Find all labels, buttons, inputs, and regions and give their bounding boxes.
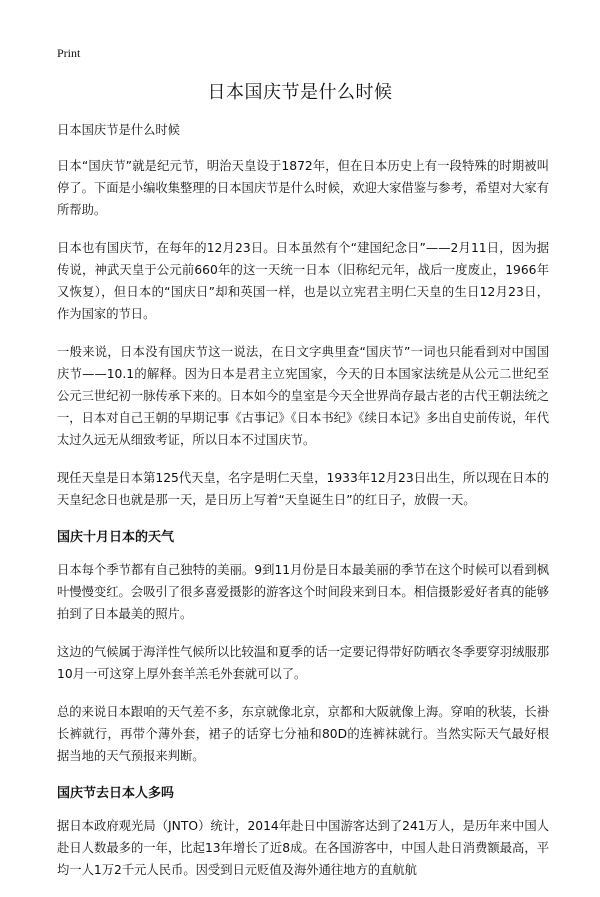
article-body — [57, 119, 549, 897]
paragraph: 这边的气候属于海洋性气候所以比较温和夏季的话一定要记得带好防晒衣冬季要穿羽绒服那10月一可这穿上厚外套羊羔毛外套就可以了。 — [57, 645, 549, 681]
section-heading-weather: 国庆十月日本的天气 — [57, 530, 175, 545]
section-heading-tourists: 国庆节去日本人多吗 — [57, 786, 175, 801]
paragraph: 日本“国庆节”就是纪元节，明治天皇设于1872年，但在日本历史上有一段特殊的时期被叫停了。下面是小编收集整理的日本国庆节是什么时候，欢迎大家借鉴与参考，希望对大家有所帮助。 — [57, 159, 549, 217]
paragraph: 现任天皇是日本第125代天皇，名字是明仁天皇，1933年12月23日出生，所以现在日本的天皇纪念日也就是那一天，是日历上写着“天皇诞生日”的红日子，放假一天。 — [57, 471, 549, 507]
paragraph: 据日本政府观光局（JNTO）统计，2014年赴日中国游客达到了241万人，是历年来中国人赴日人数最多的一年，比起13年增长了近8成。在各国游客中，中国人赴日消费额最高，平均一人1万2千元人民币。因受到日元贬值及海外通往地方的直航航 — [57, 819, 549, 877]
paragraph: 一般来说，日本没有国庆节这一说法，在日文字典里查“国庆节”一词也只能看到对中国国庆节——10.1的解释。因为日本是君主立宪国家，今天的日本国家法统是从公元二世纪至公元三世纪初一脉传承下来的。日本如今的皇室是今天全世界尚存最古老的古代王朝法统之一，日本对自己王朝的早期记事《古事记》《日本书纪》《续日本记》多出自史前传说，年代太过久远无从细致考证，所以日本不过国庆节。 — [57, 345, 549, 447]
print-link[interactable]: Print — [57, 46, 81, 60]
paragraph: 日本也有国庆节，在每年的12月23日。日本虽然有个“建国纪念日”——2月11日，因为据传说，神武天皇于公元前660年的这一天统一日本（旧称纪元年，战后一度废止，1966年又恢复），但日本的“国庆日”却和英国一样，也是以立宪君主明仁天皇的生日12月23日，作为国家的节日。 — [57, 241, 549, 321]
paragraph: 日本每个季节都有自己独特的美丽。9到11月份是日本最美丽的季节在这个时候可以看到枫叶慢慢变红。会吸引了很多喜爱摄影的游客这个时间段来到日本。相信摄影爱好者真的能够拍到了日本最美的照片。 — [57, 563, 549, 621]
page-title: 日本国庆节是什么时候 — [207, 82, 393, 103]
article-subtitle: 日本国庆节是什么时候 — [57, 123, 180, 137]
paragraph: 总的来说日本跟咱的天气差不多，东京就像北京，京都和大阪就像上海。穿咱的秋装，长褂长裤就行，再带个薄外套，裙子的话穿七分袖和80D的连裤袜就行。当然实际天气最好根据当地的天气预报来判断。 — [57, 705, 549, 763]
